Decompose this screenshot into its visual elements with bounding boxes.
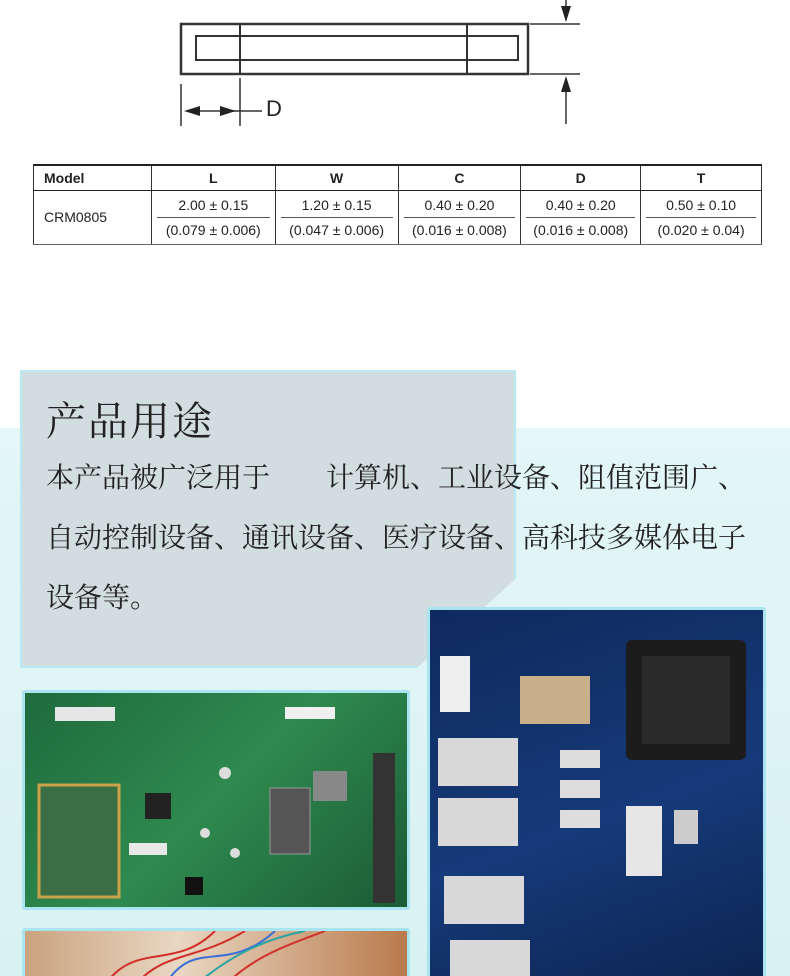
value-cell-l [151,190,275,244]
value-cell-c [398,190,521,244]
circuit-board-photo [22,690,410,910]
header-l: L [151,165,275,190]
value-cell-d [521,190,641,244]
header-c: C [398,165,521,190]
smd-components-photo [427,607,766,976]
model-cell: CRM0805 [34,190,152,244]
header-t: T [641,165,762,190]
wiring-photo [22,928,410,976]
header-w: W [275,165,398,190]
value-cell-t [641,190,762,244]
usage-description: 本产品被广泛用于 计算机、工业设备、阻值范围广、自动控制设备、通讯设备、医疗设备、高科技多媒体电子设备等。 [46,461,747,614]
dimension-label-d: D [266,96,282,121]
header-model: Model [34,165,152,190]
dimension-drawing [0,0,790,150]
inch-value: (0.079 ± 0.006) [165,221,261,238]
spec-table [33,164,762,245]
value-cell-w [275,190,398,244]
nominal-value: 2.00 ± 0.15 [157,197,270,218]
table-header-row [34,165,762,190]
nominal-value: 0.40 ± 0.20 [526,197,635,218]
header-d: D [521,165,641,190]
nominal-value: 0.50 ± 0.10 [646,197,756,218]
inch-value: (0.020 ± 0.04) [657,221,745,238]
inch-value: (0.047 ± 0.006) [289,221,385,238]
nominal-value: 0.40 ± 0.20 [404,197,516,218]
table-row [34,190,762,244]
inch-value: (0.016 ± 0.008) [533,221,629,238]
inch-value: (0.016 ± 0.008) [411,221,507,238]
usage-title: 产品用途 [46,399,214,445]
nominal-value: 1.20 ± 0.15 [281,197,393,218]
